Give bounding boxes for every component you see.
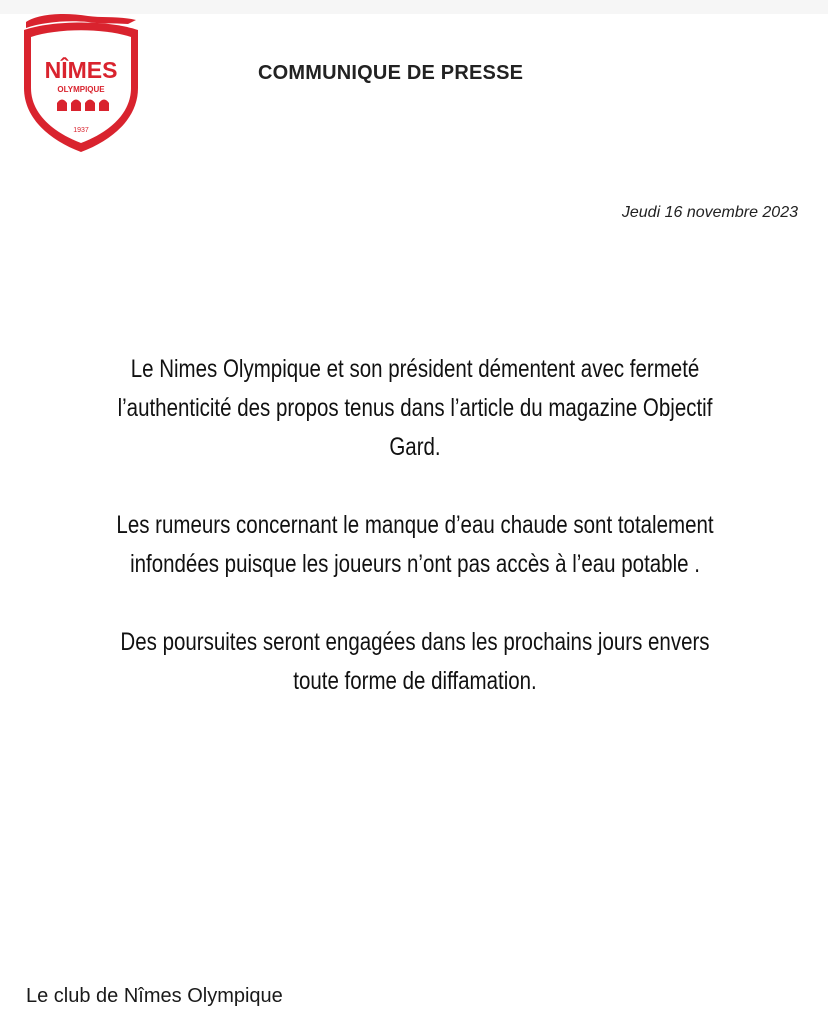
paragraph-3: Des poursuites seront engagées dans les prochains jours envers toute forme de diffamation.: [120, 628, 710, 695]
paragraph-1: Le Nimes Olympique et son président démentent avec fermeté l’authenticité des propos tenus dans l’article du magazine Objectif Gard.: [117, 355, 713, 461]
page-title: COMMUNIQUE DE PRESSE: [258, 62, 524, 84]
paragraph-2: Les rumeurs concernant le manque d’eau chaude sont totalement infondées puisque les joueurs n’ont pas accès à l’eau potable .: [116, 511, 714, 578]
footer-signature: Le club de Nîmes Olympique: [26, 985, 283, 1007]
logo-name-text: NÎMES: [44, 57, 118, 83]
date-label: Jeudi 16 novembre 2023: [621, 204, 798, 221]
press-release-body: [108, 350, 723, 740]
club-logo: [18, 8, 144, 156]
nimes-olympique-crest: [18, 8, 144, 156]
logo-year-text: 1937: [73, 127, 89, 134]
logo-sub-text: OLYMPIQUE: [57, 85, 105, 94]
